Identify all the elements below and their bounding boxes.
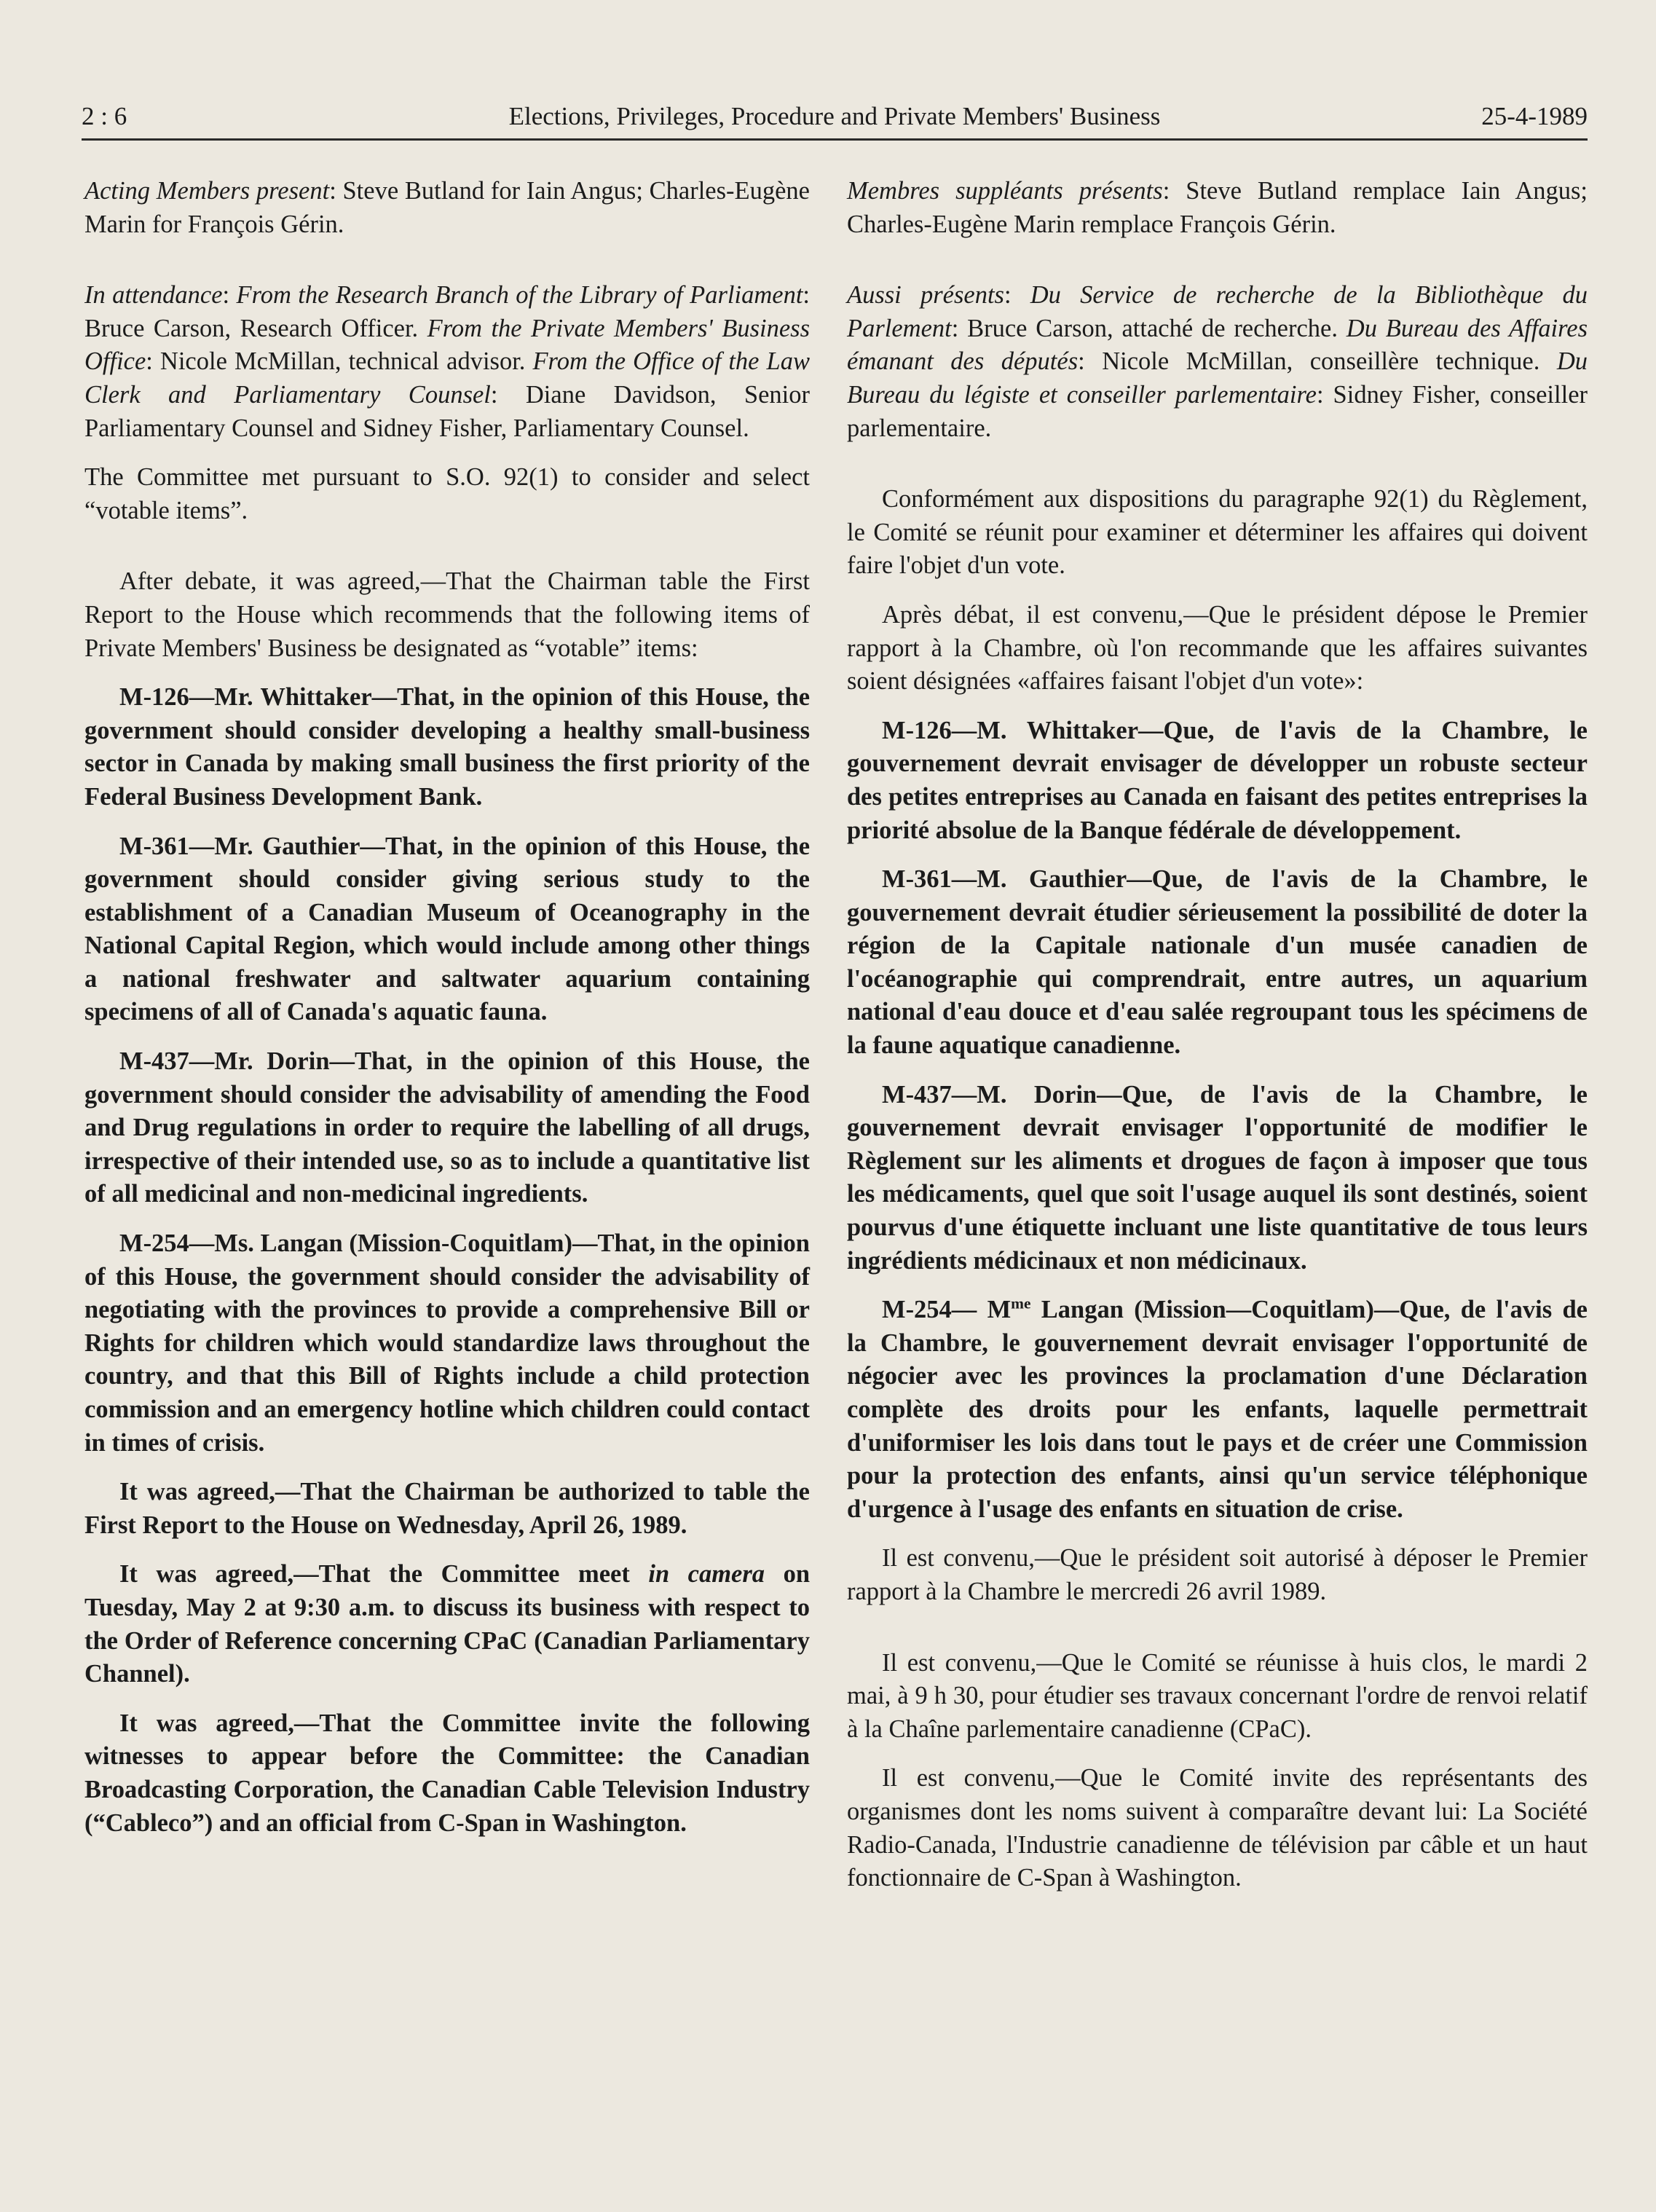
motion-m437 [84, 1045, 810, 1211]
agreed-witnesses-paragraph: It was agreed,—That the Committee invite the following witnesses to appear before the Committee: the Canadian Broadcasting Corporation, the Canadian Cable Television Industry (“Cableco”) and an official from C-Span in Washington. [84, 1709, 810, 1837]
running-title: Elections, Privileges, Procedure and Private Members' Business [508, 102, 1161, 130]
attendance-paragraph [84, 279, 810, 445]
aussi-presents-sep: : [1004, 281, 1030, 310]
motion-m254-fr-sup: me [1011, 1294, 1031, 1312]
french-column [847, 175, 1588, 1911]
after-debate-paragraph: After debate, it was agreed,—That the Chairman table the First Report to the House which recommends that the following items of Private Members' Business be designated as “votable” items: [84, 567, 810, 662]
header-date: 25-4-1989 [1481, 102, 1588, 130]
motion-m126-fr-text: Que, de l'avis de la Chambre, le gouvernement devrait envisager de développer un robuste secteur des petites entreprises au Canada en faisant des petites entreprises la priorité absolue de la Banque fédérale de développement. [847, 716, 1588, 844]
motion-m254-fr-text: Que, de l'avis de la Chambre, le gouvernement devrait envisager l'opportunité de négocier avec les provinces la proclamation d'une Déclaration complète des droits pour les enfants, laquelle permettrait d'uniformiser les lois dans tout le pays et de créer une Commission pour la protection des enfants, ainsi qu'un service téléphonique d'urgence à l'usage des enfants en situation de crise. [847, 1296, 1588, 1523]
attendance-sep: : [222, 281, 237, 310]
acting-members-paragraph [84, 175, 810, 241]
agreed-in-camera-b: on Tuesday, May 2 at 9:30 a.m. to discuss its business with respect to the Order of Reference concerning CPaC (Canadian Parliamentary Channel). [84, 1560, 811, 1688]
met-pursuant-paragraph: The Committee met pursuant to S.O. 92(1) to consider and select “votable items”. [84, 463, 810, 524]
aussi-presents-label: Aussi présents [847, 281, 1004, 310]
membres-suppleants-text: : Steve Butland remplace Iain Angus; Charles-Eugène Marin remplace François Gérin. [847, 177, 1588, 238]
convenu-depot-paragraph: Il est convenu,—Que le président soit autorisé à déposer le Premier rapport à la Chambre le mercredi 26 avril 1989. [847, 1544, 1588, 1605]
aussi-service-recherche: Du Service de recherche de la Bibliothèque du Parlement [847, 281, 1588, 342]
motion-m126-label: M-126—Mr. Whittaker— [119, 683, 398, 712]
motion-m254-fr [847, 1294, 1588, 1526]
agreed-in-camera-paragraph [84, 1558, 810, 1691]
in-camera-phrase: in camera [648, 1560, 765, 1589]
motion-m126-fr [847, 715, 1588, 847]
aussi-conseiller: : Sidney Fisher, conseiller parlementaire. [847, 380, 1588, 442]
motion-m437-fr [847, 1079, 1588, 1278]
motion-m126-fr-label: M-126—M. Whittaker— [882, 716, 1164, 744]
motion-m361-text: That, in the opinion of this House, the government should consider giving serious study to the establishment of a Canadian Museum of Oceanography in the National Capital Region, which would include among other things a national freshwater and saltwater aquarium containing specimens of all of Canada's aquatic fauna. [84, 832, 811, 1026]
attendance-label: In attendance [84, 281, 223, 310]
page-header [82, 98, 1588, 135]
motion-m254-label: M-254—Ms. Langan (Mission-Coquitlam)— [119, 1229, 598, 1258]
acting-members-text: : Steve Butland for Iain Angus; Charles-Eugène Marin for François Gérin. [84, 177, 810, 238]
apres-debat-paragraph: Après débat, il est convenu,—Que le président dépose le Premier rapport à la Chambre, où l'on recommande que les affaires suivantes soient désignées «affaires faisant l'objet d'un vote»: [847, 600, 1588, 696]
motion-m126-text: That, in the opinion of this House, the government should consider developing a healthy small-business sector in Canada by making small business the first priority of the Federal Business Development Bank. [84, 683, 811, 811]
motion-m361-fr [847, 863, 1588, 1063]
attendance-research-officer: : Bruce Carson, Research Officer. [84, 281, 811, 342]
convenu-temoins-paragraph: Il est convenu,—Que le Comité invite des représentants des organismes dont les noms suivent à comparaître devant lui: La Société Radio-Canada, l'Industrie canadienne de télévision par câble et un haut fonctionnaire de C-Span à Washington. [847, 1764, 1588, 1892]
motion-m254-fr-label-b: Langan (Mission—Coquitlam)— [1030, 1296, 1400, 1324]
english-column [84, 175, 810, 1856]
motion-m254-fr-label-a: M-254— M [882, 1296, 1012, 1324]
page-number: 2 : 6 [82, 102, 127, 130]
membres-suppleants-paragraph [847, 175, 1588, 241]
agreed-in-camera-a: It was agreed,—That the Committee meet [119, 1560, 649, 1589]
convenu-huis-clos-paragraph: Il est convenu,—Que le Comité se réunisse à huis clos, le mardi 2 mai, à 9 h 30, pour étudier ses travaux concernant l'ordre de renvoi relatif à la Chaîne parlementaire canadienne (CPaC). [847, 1648, 1588, 1743]
conformement-paragraph: Conformément aux dispositions du paragraphe 92(1) du Règlement, le Comité se réunit pour examiner et déterminer les affaires qui doivent faire l'objet d'un vote. [847, 485, 1588, 580]
header-rule [82, 138, 1588, 141]
motion-m437-fr-label: M-437—M. Dorin— [882, 1080, 1122, 1109]
agreed-table-report-paragraph: It was agreed,—That the Chairman be authorized to table the First Report to the House on Wednesday, April 26, 1989. [84, 1478, 810, 1539]
attendance-technical-advisor: : Nicole McMillan, technical advisor. [146, 347, 533, 376]
acting-members-label: Acting Members present [84, 177, 330, 205]
membres-suppleants-label: Membres suppléants présents [847, 177, 1163, 205]
aussi-bureau-affaires: Du Bureau des Affaires émanant des députés [847, 314, 1588, 376]
motion-m361-fr-text: Que, de l'avis de la Chambre, le gouvernement devrait étudier sérieusement la possibilité de doter la région de la Capitale nationale d'un musée canadien de l'océanographie qui comprendrait, entre autres, un aquarium national d'eau douce et d'eau salée regroupant tous les spécimens de la faune aquatique canadienne. [847, 865, 1588, 1060]
aussi-presents-paragraph [847, 279, 1588, 445]
motion-m126 [84, 681, 810, 814]
motion-m361-label: M-361—Mr. Gauthier— [119, 832, 385, 860]
motion-m361-fr-label: M-361—M. Gauthier— [882, 865, 1152, 894]
motion-m437-text: That, in the opinion of this House, the government should consider the advisability of amending the Food and Drug regulations in order to require the labelling of all drugs, irrespective of their intended use, so as to include a quantitative list of all medicinal and non-medicinal ingredients. [84, 1047, 810, 1208]
aussi-bureau-legiste: Du Bureau du légiste et conseiller parlementaire [847, 347, 1588, 409]
aussi-conseillere-technique: : Nicole McMillan, conseillère technique. [1078, 347, 1557, 376]
motion-m254-text: That, in the opinion of this House, the government should consider the advisability of negotiating with the provinces to provide a comprehensive Bill or Rights for children which would standardize laws throughout the country, and that this Bill of Rights include a child protection commission and an emergency hotline which children could contact in times of crisis. [84, 1229, 810, 1457]
attendance-law-clerk: From the Office of the Law Clerk and Parliamentary Counsel [84, 347, 810, 409]
motion-m437-fr-text: Que, de l'avis de la Chambre, le gouvernement devrait envisager l'opportunité de modifier le Règlement sur les aliments et drogues de façon à imposer que tous les médicaments, quel que soit l'usage auquel ils sont destinés, soient pourvus d'une étiquette incluant une liste quantitative de tous leurs ingrédients médicinaux et non médicinaux. [847, 1080, 1588, 1275]
motion-m361 [84, 830, 810, 1030]
attendance-pmb-office: From the Private Members' Business Office [84, 314, 811, 376]
aussi-attache-recherche: : Bruce Carson, attaché de recherche. [951, 314, 1347, 342]
motion-m254 [84, 1227, 810, 1460]
attendance-counsel: : Diane Davidson, Senior Parliamentary Counsel and Sidney Fisher, Parliamentary Counsel. [84, 380, 810, 442]
motion-m437-label: M-437—Mr. Dorin— [119, 1047, 355, 1076]
attendance-research-branch: From the Research Branch of the Library of Parliament [236, 281, 803, 310]
